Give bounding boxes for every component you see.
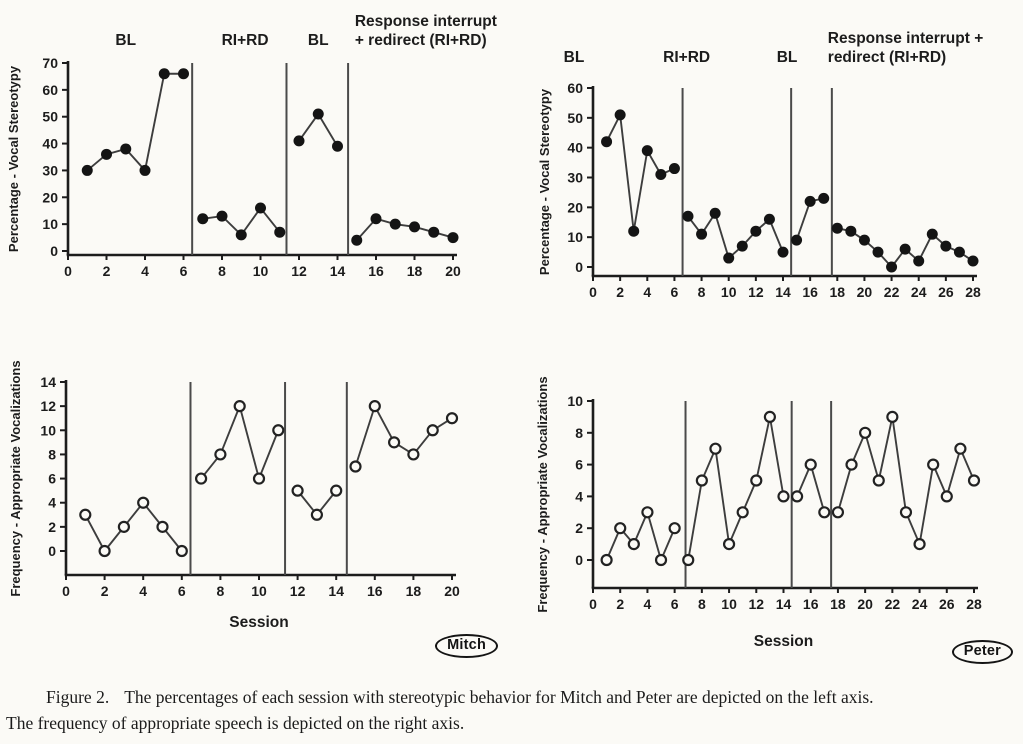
svg-text:6: 6 [670, 596, 679, 612]
data-point [628, 226, 639, 237]
data-point [351, 462, 361, 472]
data-point [710, 208, 721, 219]
data-point [408, 449, 418, 459]
data-point [874, 476, 884, 486]
phase-change-lines [686, 401, 832, 588]
data-point [792, 491, 802, 501]
svg-text:4: 4 [48, 494, 56, 511]
svg-text:20: 20 [857, 596, 873, 612]
data-point [80, 510, 90, 520]
data-point [913, 256, 924, 267]
data-point [847, 460, 857, 470]
data-point [696, 229, 707, 240]
svg-text:18: 18 [830, 596, 846, 612]
svg-text:14: 14 [328, 583, 344, 599]
phase-label: BL [115, 32, 137, 49]
data-point [859, 235, 870, 246]
data-point [101, 149, 112, 160]
svg-text:22: 22 [884, 596, 901, 612]
svg-text:18: 18 [405, 583, 422, 599]
svg-text:8: 8 [697, 596, 706, 612]
data-point [215, 449, 225, 459]
data-point [409, 221, 420, 232]
chart-peter-vocal-stereotypy [525, 0, 1023, 310]
svg-text:8: 8 [575, 424, 583, 441]
data-point [642, 145, 653, 156]
svg-text:14: 14 [775, 596, 792, 612]
data-point [969, 476, 979, 486]
participant-badge-mitch: Mitch [435, 634, 498, 658]
svg-text:50: 50 [42, 108, 58, 125]
data-point [738, 507, 748, 517]
data-point [818, 193, 829, 204]
data-point [196, 474, 206, 484]
data-point [390, 219, 401, 230]
data-point [138, 498, 148, 508]
svg-text:0: 0 [50, 243, 58, 259]
data-point [601, 136, 612, 147]
y-axis-label: Frequency - Appropriate Vocalizations [8, 360, 23, 597]
svg-text:20: 20 [42, 189, 58, 206]
data-point [82, 165, 93, 176]
data-point [100, 546, 110, 556]
data-point [428, 227, 439, 238]
data-point [819, 507, 829, 517]
svg-text:0: 0 [62, 583, 70, 599]
data-point [351, 235, 362, 246]
mitch-frequency-plot [0, 340, 522, 660]
data-point [901, 507, 911, 517]
svg-text:0: 0 [64, 263, 72, 279]
svg-text:0: 0 [589, 284, 597, 300]
data-point [217, 211, 228, 222]
data-point [955, 444, 965, 454]
svg-text:12: 12 [748, 596, 765, 612]
data-point [332, 141, 343, 152]
data-point [900, 244, 911, 255]
svg-text:18: 18 [829, 284, 846, 300]
svg-text:14: 14 [40, 374, 56, 390]
phase-label: + redirect (RI+RD) [354, 32, 487, 49]
phase-label: Response interrupt [354, 13, 497, 30]
data-series [602, 412, 979, 565]
svg-text:10: 10 [721, 596, 737, 612]
svg-text:40: 40 [567, 139, 583, 156]
svg-text:10: 10 [567, 229, 583, 246]
svg-text:20: 20 [856, 284, 873, 300]
svg-text:10: 10 [40, 422, 56, 439]
svg-text:10: 10 [252, 263, 269, 279]
x-axis-label: Session [229, 614, 289, 631]
data-point [723, 253, 734, 264]
data-point [683, 211, 694, 222]
x-axis-label: Session [753, 633, 814, 650]
svg-text:2: 2 [575, 520, 583, 537]
data-point [428, 425, 438, 435]
data-point [791, 235, 802, 246]
phase-label: redirect (RI+RD) [827, 49, 947, 66]
svg-text:16: 16 [367, 583, 383, 599]
svg-text:60: 60 [567, 80, 583, 96]
svg-text:28: 28 [965, 284, 981, 300]
data-point [120, 143, 131, 154]
svg-text:6: 6 [670, 284, 679, 300]
axes [40, 374, 460, 599]
svg-text:8: 8 [48, 446, 56, 463]
svg-text:8: 8 [697, 284, 706, 300]
svg-text:12: 12 [40, 398, 56, 415]
data-point [236, 229, 247, 240]
phase-label: Response interrupt + [827, 30, 984, 47]
data-point [806, 460, 816, 470]
svg-text:70: 70 [42, 55, 58, 71]
svg-text:30: 30 [42, 162, 58, 179]
data-point [656, 555, 666, 565]
y-axis-label: Percentage - Vocal Stereotypy [537, 88, 552, 276]
svg-text:0: 0 [575, 259, 583, 275]
data-point [602, 555, 612, 565]
chart-peter-appropriate-vocalizations [525, 340, 1023, 670]
phase-change-lines [683, 88, 832, 276]
data-point [254, 474, 264, 484]
data-point [273, 425, 283, 435]
participant-badge-peter: Peter [952, 640, 1013, 664]
data-point [642, 507, 652, 517]
data-point [697, 476, 707, 486]
svg-text:6: 6 [48, 470, 56, 487]
svg-text:20: 20 [444, 583, 460, 599]
svg-text:0: 0 [575, 552, 583, 568]
svg-text:0: 0 [589, 596, 597, 612]
data-point [331, 486, 341, 496]
data-point [954, 247, 965, 258]
svg-text:22: 22 [883, 284, 900, 300]
y-axis-label: Frequency - Appropriate Vocalizations [535, 376, 550, 613]
svg-text:16: 16 [802, 284, 818, 300]
svg-text:26: 26 [938, 596, 955, 612]
svg-text:50: 50 [567, 109, 583, 126]
data-point [764, 214, 775, 225]
data-point [886, 262, 897, 273]
phase-label: RI+RD [663, 49, 711, 66]
figure-caption [6, 684, 1018, 737]
svg-text:10: 10 [567, 393, 583, 409]
svg-text:28: 28 [966, 596, 982, 612]
svg-text:8: 8 [218, 263, 226, 279]
data-point [750, 226, 761, 237]
data-point [371, 213, 382, 224]
svg-text:4: 4 [643, 596, 652, 612]
phase-change-lines [192, 63, 348, 255]
data-point [737, 241, 748, 252]
data-point [312, 510, 322, 520]
peter-stereotypy-plot [525, 0, 1023, 310]
figure-caption-line2: The frequency of appropriate speech is depicted on the right axis. [6, 713, 465, 734]
svg-text:6: 6 [575, 456, 583, 473]
figure-caption-label: Figure 2. [46, 687, 110, 707]
data-point [448, 232, 459, 243]
data-point [710, 444, 720, 454]
svg-text:2: 2 [48, 518, 56, 535]
data-series [80, 401, 457, 556]
svg-text:4: 4 [141, 263, 149, 279]
svg-text:26: 26 [938, 284, 954, 300]
data-point [845, 226, 856, 237]
data-point [927, 229, 938, 240]
data-point [119, 522, 129, 532]
svg-text:12: 12 [748, 284, 764, 300]
svg-text:6: 6 [179, 263, 188, 279]
data-point [177, 546, 187, 556]
data-point [968, 256, 979, 267]
data-point [915, 539, 925, 549]
data-point [235, 401, 245, 411]
data-point [158, 522, 168, 532]
svg-text:12: 12 [289, 583, 306, 599]
figure-caption-text: The percentages of each session with stereotypic behavior for Mitch and Peter are depicted on the left axis. [124, 687, 874, 707]
svg-text:10: 10 [251, 583, 267, 599]
mitch-stereotypy-plot [0, 0, 522, 300]
chart-mitch-vocal-stereotypy [0, 0, 522, 300]
data-point [293, 486, 303, 496]
data-point [751, 476, 761, 486]
data-point [197, 213, 208, 224]
svg-text:24: 24 [910, 284, 927, 300]
data-point [805, 196, 816, 207]
data-point [683, 555, 693, 565]
data-point [629, 539, 639, 549]
phase-label: BL [776, 49, 798, 66]
data-point [140, 165, 151, 176]
data-point [615, 109, 626, 120]
data-point [274, 227, 285, 238]
svg-text:10: 10 [720, 284, 737, 300]
data-point [670, 523, 680, 533]
y-axis-label: Percentage - Vocal Stereotypy [6, 65, 21, 253]
data-point [778, 247, 789, 258]
data-point [940, 241, 951, 252]
data-point [724, 539, 734, 549]
chart-mitch-appropriate-vocalizations [0, 340, 522, 660]
svg-text:6: 6 [177, 583, 186, 599]
svg-text:30: 30 [567, 169, 583, 186]
svg-text:4: 4 [575, 488, 583, 505]
peter-frequency-plot [525, 340, 1023, 670]
svg-text:12: 12 [291, 263, 307, 279]
svg-text:16: 16 [802, 596, 819, 612]
figure-caption-line1 [6, 684, 1018, 710]
data-point [313, 109, 324, 120]
svg-text:0: 0 [48, 543, 56, 559]
svg-text:14: 14 [775, 284, 791, 300]
data-point [294, 135, 305, 146]
axes [42, 55, 461, 279]
svg-text:20: 20 [567, 199, 583, 216]
data-point [615, 523, 625, 533]
phase-label: BL [563, 49, 585, 66]
phase-label: BL [307, 32, 329, 49]
data-point [178, 68, 189, 79]
svg-text:10: 10 [42, 216, 58, 233]
svg-text:8: 8 [216, 583, 225, 599]
svg-text:2: 2 [616, 596, 625, 612]
svg-text:2: 2 [102, 263, 111, 279]
svg-text:4: 4 [643, 284, 652, 300]
data-series [601, 109, 978, 272]
data-point [669, 163, 680, 174]
phase-label: RI+RD [221, 32, 269, 49]
svg-text:20: 20 [445, 263, 461, 279]
data-point [887, 412, 897, 422]
phase-change-lines [190, 382, 346, 575]
svg-text:40: 40 [42, 135, 58, 152]
svg-text:24: 24 [911, 596, 928, 612]
data-point [928, 460, 938, 470]
data-point [873, 247, 884, 258]
svg-text:60: 60 [42, 81, 58, 98]
phase-labels [115, 13, 497, 49]
data-point [255, 203, 266, 214]
data-point [833, 507, 843, 517]
phase-labels [564, 30, 984, 66]
svg-text:18: 18 [406, 263, 423, 279]
svg-text:2: 2 [616, 284, 625, 300]
data-point [370, 401, 380, 411]
data-point [942, 491, 952, 501]
data-point [159, 68, 170, 79]
data-point [779, 491, 789, 501]
data-point [765, 412, 775, 422]
data-point [832, 223, 843, 234]
svg-text:2: 2 [100, 583, 109, 599]
data-series [82, 68, 459, 246]
data-point [655, 169, 666, 180]
data-point [389, 437, 399, 447]
svg-text:4: 4 [139, 583, 148, 599]
data-point [860, 428, 870, 438]
svg-text:16: 16 [368, 263, 384, 279]
data-point [447, 413, 457, 423]
axes [567, 393, 982, 612]
svg-text:14: 14 [329, 263, 346, 279]
